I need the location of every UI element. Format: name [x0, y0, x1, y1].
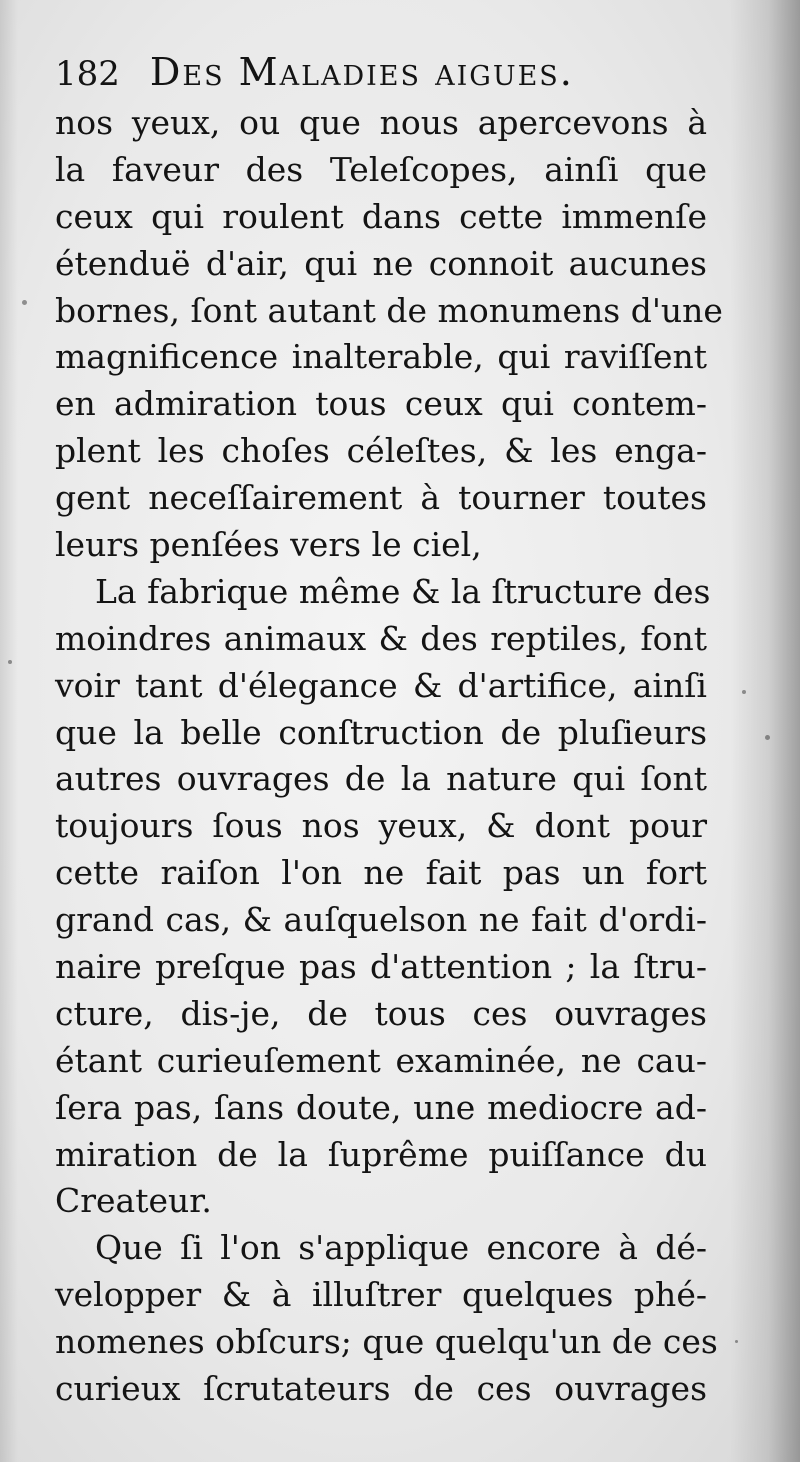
text-line: ſera pas, ſans doute, une mediocre ad-: [55, 1087, 707, 1127]
ink-speck: [22, 300, 27, 305]
text-line: magnificence inalterable, qui raviſſent: [55, 337, 707, 377]
text-line: gent neceſſairement à tourner toutes: [55, 478, 707, 518]
text-line: la faveur des Teleſcopes, ainſi que: [55, 149, 707, 189]
ink-speck: [765, 735, 770, 740]
text-line: La fabrique même & la ſtructure des: [95, 571, 711, 611]
paragraph: [55, 569, 711, 1225]
running-title: Des Maladies aigues.: [149, 50, 574, 94]
ink-speck: [742, 690, 746, 694]
text-line: toujours ſous nos yeux, & dont pour: [55, 806, 707, 846]
text-line: que la belle conſtruction de pluſieurs: [55, 712, 707, 752]
page-text: [55, 44, 723, 1413]
page-number: 182: [55, 54, 120, 94]
ink-speck: [735, 1340, 738, 1343]
text-line: étant curieuſement examinée, ne cau-: [55, 1040, 707, 1080]
text-line: voir tant d'élegance & d'artifice, ainſi: [55, 665, 707, 705]
text-line: cture, dis-je, de tous ces ouvrages: [55, 993, 707, 1033]
ink-speck: [8, 660, 12, 664]
body-text: [55, 100, 723, 1413]
page-left-edge: [0, 0, 18, 1462]
text-line: autres ouvrages de la nature qui ſont: [55, 759, 707, 799]
running-header: [55, 44, 707, 100]
text-line: Createur.: [55, 1181, 212, 1221]
text-line: en admiration tous ceux qui contem-: [55, 384, 707, 424]
text-line: curieux ſcrutateurs de ces ouvrages: [55, 1369, 707, 1409]
text-line: cette raiſon l'on ne fait pas un fort: [55, 853, 707, 893]
text-line: moindres animaux & des reptiles, font: [55, 618, 707, 658]
text-line: miration de la ſuprême puiſſance du: [55, 1134, 707, 1174]
text-line: nomenes obſcurs; que quelqu'un de ces: [55, 1322, 718, 1362]
text-line: grand cas, & auſquelson ne fait d'ordi-: [55, 900, 707, 940]
text-line: plent les choſes céleſtes, & les enga-: [55, 431, 707, 471]
text-line: naire preſque pas d'attention ; la ſtru-: [55, 947, 707, 987]
text-line: bornes, ſont autant de monumens d'une: [55, 290, 723, 330]
text-line: Que ſi l'on s'applique encore à dé-: [95, 1228, 707, 1268]
paragraph: [55, 100, 723, 569]
text-line: étenduë d'air, qui ne connoit aucunes: [55, 243, 707, 283]
text-line: nos yeux, ou que nous apercevons à: [55, 103, 707, 142]
text-line: ceux qui roulent dans cette immenſe: [55, 196, 707, 236]
page-gutter-shadow: [730, 0, 800, 1462]
paragraph: [55, 1225, 718, 1413]
text-line: leurs penſées vers le ciel,: [55, 525, 482, 565]
text-line: velopper & à illuſtrer quelques phé-: [55, 1275, 707, 1315]
